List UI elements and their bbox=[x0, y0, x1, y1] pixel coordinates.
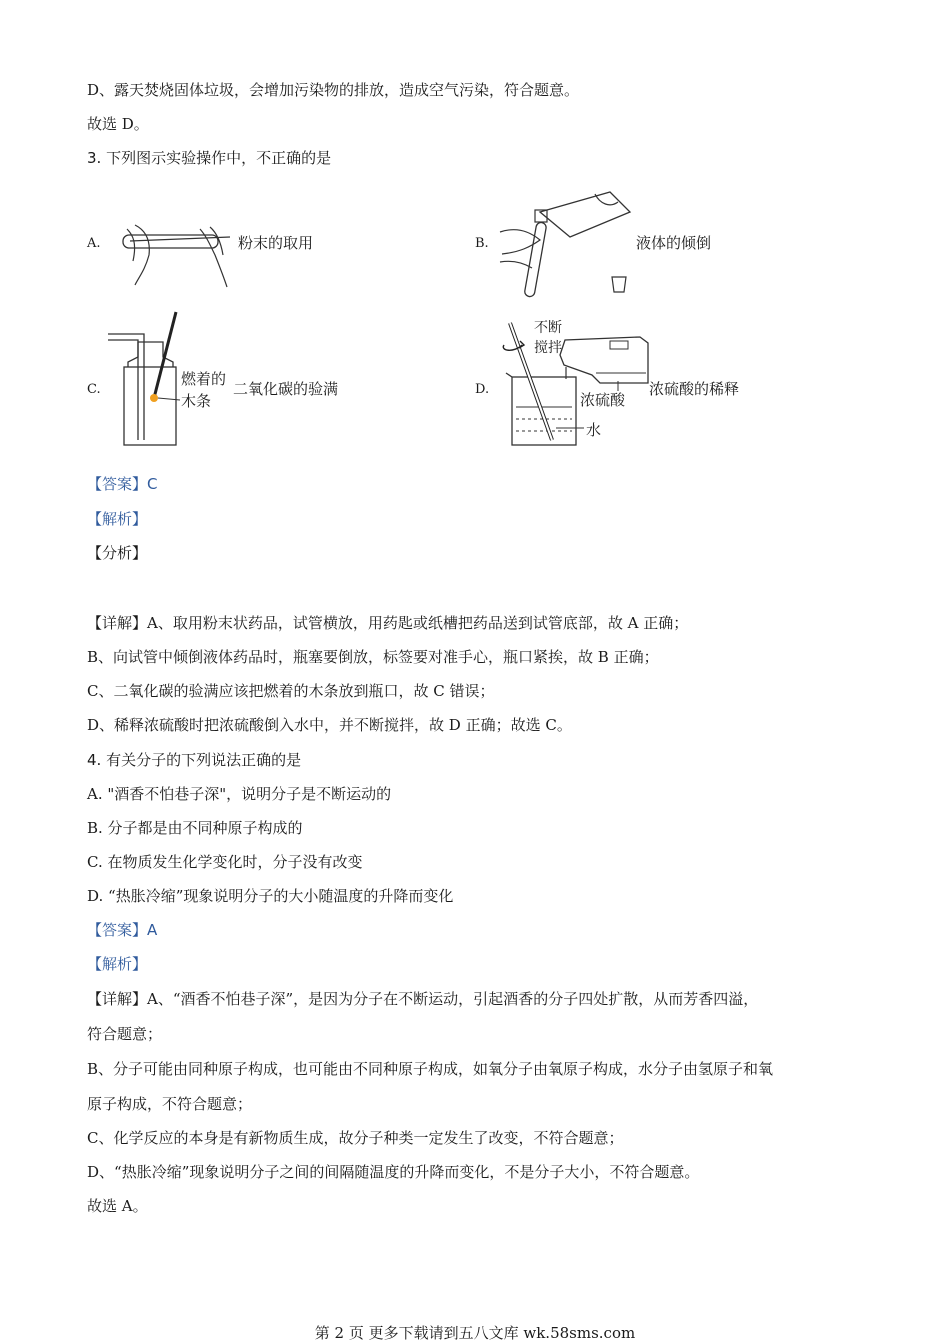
detail-line: B、分子可能由同种原子构成，也可能由不同种原子构成，如氧分子由氧原子构成，水分子由氢原子和氧 bbox=[87, 1060, 774, 1078]
question-stem: 下列图示实验操作中，不正确的是 bbox=[106, 149, 332, 167]
option-d-label: D. bbox=[475, 382, 490, 397]
answer-value: C bbox=[147, 475, 158, 493]
option-a-caption: 粉末的取用 bbox=[238, 234, 314, 252]
answer-value: A bbox=[147, 921, 158, 939]
figure-label: 木条 bbox=[181, 392, 212, 410]
option-c-caption: 二氧化碳的验满 bbox=[233, 380, 339, 398]
answer-line bbox=[87, 920, 157, 940]
answer-tag: 【答案】 bbox=[87, 475, 148, 493]
powder-figure bbox=[115, 215, 235, 295]
question-number: 3 bbox=[87, 149, 97, 167]
answer-tag: 【答案】 bbox=[87, 921, 148, 939]
text-line: 故选 D。 bbox=[87, 115, 149, 133]
option-line: A. "酒香不怕巷子深"，说明分子是不断运动的 bbox=[87, 785, 392, 803]
answer-line bbox=[87, 474, 158, 494]
figure-label: 不断 bbox=[534, 320, 562, 336]
figure-label: 燃着的 bbox=[181, 370, 227, 388]
page-footer: 第 2 页 更多下载请到五八文库 wk.58sms.com bbox=[314, 1324, 636, 1342]
option-line: D. “热胀冷缩”现象说明分子的大小随温度的升降而变化 bbox=[87, 887, 454, 905]
detail-tag: 【详解】 bbox=[87, 990, 148, 1008]
option-b-label: B. bbox=[475, 236, 489, 251]
detail-line: D、稀释浓硫酸时把浓硫酸倒入水中，并不断搅拌，故 D 正确；故选 C。 bbox=[87, 716, 572, 734]
option-b-caption: 液体的倾倒 bbox=[636, 234, 712, 252]
detail-line bbox=[87, 613, 688, 633]
acid-dilution-figure bbox=[500, 315, 650, 450]
detail-tag: 【详解】 bbox=[87, 614, 148, 632]
option-c-label: C. bbox=[87, 382, 101, 397]
question-4-stem: 4. 有关分子的下列说法正确的是 bbox=[87, 751, 302, 769]
figure-label: 搅拌 bbox=[534, 340, 562, 356]
question-3-stem: 3. 下列图示实验操作中，不正确的是 bbox=[87, 149, 332, 167]
detail-line: B、向试管中倾倒液体药品时，瓶塞要倒放，标签要对准手心，瓶口紧挨，故 B 正确； bbox=[87, 648, 659, 666]
liquid-pour-figure bbox=[500, 182, 640, 302]
figure-label: 浓硫酸 bbox=[580, 391, 626, 409]
question-stem: 有关分子的下列说法正确的是 bbox=[106, 751, 302, 769]
detail-line bbox=[87, 989, 758, 1009]
detail-line: 原子构成，不符合题意； bbox=[87, 1095, 253, 1113]
option-d-caption: 浓硫酸的稀释 bbox=[649, 380, 740, 398]
text-line: D、露天焚烧固体垃圾，会增加污染物的排放，造成空气污染，符合题意。 bbox=[87, 81, 580, 99]
text-line: 故选 A。 bbox=[87, 1197, 148, 1215]
detail-line: C、二氧化碳的验满应该把燃着的木条放到瓶口，故 C 错误； bbox=[87, 682, 495, 700]
detail-line: D、“热胀冷缩”现象说明分子之间的间隔随温度的升降而变化，不是分子大小，不符合题意。 bbox=[87, 1163, 700, 1181]
option-a-label: A. bbox=[87, 236, 101, 251]
detail-line: C、化学反应的本身是有新物质生成，故分子种类一定发生了改变，不符合题意； bbox=[87, 1129, 624, 1147]
analysis-tag: 【解析】 bbox=[87, 955, 148, 973]
co2-test-figure bbox=[108, 312, 243, 447]
question-number: 4 bbox=[87, 751, 97, 769]
analysis-tag: 【解析】 bbox=[87, 510, 148, 528]
detail-text: A、取用粉末状药品，试管横放，用药匙或纸槽把药品送到试管底部，故 A 正确； bbox=[147, 614, 689, 632]
option-line: B. 分子都是由不同种原子构成的 bbox=[87, 819, 303, 837]
figure-label: 水 bbox=[586, 421, 602, 439]
detail-line: 符合题意； bbox=[87, 1025, 163, 1043]
detail-text: A、“酒香不怕巷子深”，是因为分子在不断运动，引起酒香的分子四处扩散，从而芳香四溢， bbox=[147, 990, 759, 1008]
option-line: C. 在物质发生化学变化时，分子没有改变 bbox=[87, 853, 363, 871]
fenxi-tag: 【分析】 bbox=[87, 544, 148, 562]
